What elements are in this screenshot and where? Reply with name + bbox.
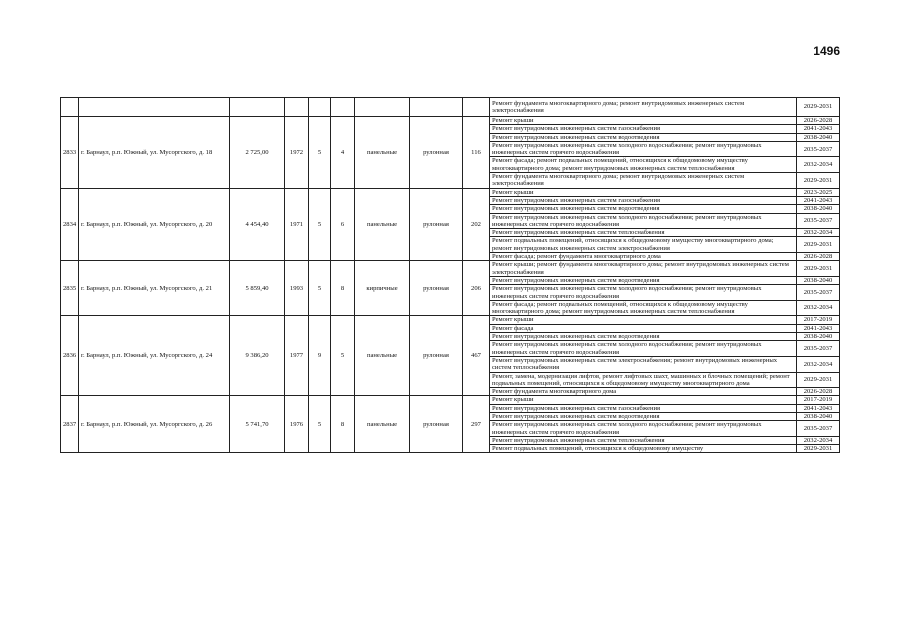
- table-body: [61, 98, 840, 453]
- period-cell: 2038-2040: [797, 276, 840, 284]
- work-cell: Ремонт крыши: [490, 316, 797, 324]
- period-cell: 2041-2043: [797, 196, 840, 204]
- work-cell: Ремонт внутридомовых инженерных систем холодного водоснабжения; ремонт внутридомовых инженерных систем горячего водоснабжения: [490, 141, 797, 157]
- work-cell: Ремонт внутридомовых инженерных систем теплоснабжения: [490, 436, 797, 444]
- period-cell: 2023-2025: [797, 188, 840, 196]
- work-cell: Ремонт, замена, модернизация лифтов, ремонт лифтовых шахт, машинных и блочных помещений; ремонт подвальных помещений, относящихся к общедомовому имуществу многоквартирного дома: [490, 372, 797, 388]
- period-cell: 2032-2034: [797, 356, 840, 372]
- work-cell: Ремонт внутридомовых инженерных систем холодного водоснабжения; ремонт внутридомовых инженерных систем горячего водоснабжения: [490, 421, 797, 437]
- work-cell: Ремонт внутридомовых инженерных систем холодного водоснабжения; ремонт внутридомовых инженерных систем горячего водоснабжения: [490, 285, 797, 301]
- building-wall-material: панельные: [355, 188, 410, 261]
- table-row: [61, 188, 840, 196]
- building-year: 1972: [285, 117, 309, 189]
- building-address: г. Барнаул, р.п. Южный, ул. Мусоргского, д. 20: [79, 188, 230, 261]
- building-residents: 116: [463, 117, 490, 189]
- num-cell: [61, 98, 79, 117]
- period-cell: 2035-2037: [797, 341, 840, 357]
- period-cell: 2032-2034: [797, 436, 840, 444]
- work-cell: Ремонт внутридомовых инженерных систем водоотведения: [490, 133, 797, 141]
- building-area: 5 741,70: [230, 396, 285, 453]
- building-number: 2833: [61, 117, 79, 189]
- floors-cell: [309, 98, 331, 117]
- table-row: [61, 261, 840, 277]
- building-roof-type: рулонная: [410, 316, 463, 396]
- period-cell: 2041-2043: [797, 404, 840, 412]
- period-cell: 2017-2019: [797, 316, 840, 324]
- building-entrances: 8: [331, 261, 355, 316]
- work-cell: Ремонт внутридомовых инженерных систем газоснабжения: [490, 404, 797, 412]
- period-cell: 2038-2040: [797, 412, 840, 420]
- work-cell: Ремонт подвальных помещений, относящихся к общедомовому имуществу: [490, 445, 797, 453]
- building-wall-material: панельные: [355, 316, 410, 396]
- building-roof-type: рулонная: [410, 188, 463, 261]
- building-entrances: 4: [331, 117, 355, 189]
- building-entrances: 5: [331, 316, 355, 396]
- building-floors: 5: [309, 188, 331, 261]
- building-residents: 297: [463, 396, 490, 453]
- period-cell: 2029-2031: [797, 445, 840, 453]
- building-year: 1977: [285, 316, 309, 396]
- period-cell: 2032-2034: [797, 157, 840, 173]
- work-cell: Ремонт внутридомовых инженерных систем электроснабжения; ремонт внутридомовых инженерных систем теплоснабжения: [490, 356, 797, 372]
- period-cell: 2041-2043: [797, 324, 840, 332]
- building-number: 2837: [61, 396, 79, 453]
- building-roof-type: рулонная: [410, 396, 463, 453]
- period-cell: 2029-2031: [797, 261, 840, 277]
- period-cell: 2026-2028: [797, 388, 840, 396]
- table-row: [61, 396, 840, 404]
- building-area: 5 859,40: [230, 261, 285, 316]
- work-cell: Ремонт фасада: [490, 324, 797, 332]
- building-year: 1976: [285, 396, 309, 453]
- period-cell: 2029-2031: [797, 372, 840, 388]
- building-residents: 206: [463, 261, 490, 316]
- building-area: 9 386,20: [230, 316, 285, 396]
- period-cell: 2032-2034: [797, 300, 840, 316]
- period-cell: 2029-2031: [797, 98, 840, 117]
- work-cell: Ремонт внутридомовых инженерных систем водоотведения: [490, 205, 797, 213]
- work-cell: Ремонт крыши; ремонт фундамента многоквартирного дома; ремонт внутридомовых инженерных систем электроснабжения: [490, 261, 797, 277]
- building-address: г. Барнаул, р.п. Южный, ул. Мусоргского, д. 26: [79, 396, 230, 453]
- period-cell: 2032-2034: [797, 229, 840, 237]
- roof-cell: [410, 98, 463, 117]
- building-year: 1971: [285, 188, 309, 261]
- residents-cell: [463, 98, 490, 117]
- building-number: 2836: [61, 316, 79, 396]
- period-cell: 2038-2040: [797, 333, 840, 341]
- work-cell: Ремонт внутридомовых инженерных систем холодного водоснабжения; ремонт внутридомовых инженерных систем горячего водоснабжения: [490, 213, 797, 229]
- building-number: 2834: [61, 188, 79, 261]
- period-cell: 2017-2019: [797, 396, 840, 404]
- building-residents: 202: [463, 188, 490, 261]
- building-number: 2835: [61, 261, 79, 316]
- building-address: г. Барнаул, р.п. Южный, ул. Мусоргского, д. 24: [79, 316, 230, 396]
- building-residents: 467: [463, 316, 490, 396]
- wall-cell: [355, 98, 410, 117]
- work-cell: Ремонт внутридомовых инженерных систем газоснабжения: [490, 196, 797, 204]
- work-cell: Ремонт фундамента многоквартирного дома; ремонт внутридомовых инженерных систем электроснабжения: [490, 98, 797, 117]
- work-cell: Ремонт внутридомовых инженерных систем водоотведения: [490, 333, 797, 341]
- work-cell: Ремонт внутридомовых инженерных систем водоотведения: [490, 276, 797, 284]
- building-wall-material: кирпичные: [355, 261, 410, 316]
- work-cell: Ремонт фундамента многоквартирного дома: [490, 388, 797, 396]
- period-cell: 2029-2031: [797, 173, 840, 189]
- building-address: г. Барнаул, р.п. Южный, ул. Мусоргского, д. 21: [79, 261, 230, 316]
- building-floors: 5: [309, 261, 331, 316]
- work-cell: Ремонт фундамента многоквартирного дома; ремонт внутридомовых инженерных систем электроснабжения: [490, 173, 797, 189]
- period-cell: 2035-2037: [797, 285, 840, 301]
- period-cell: 2026-2028: [797, 253, 840, 261]
- work-cell: Ремонт внутридомовых инженерных систем газоснабжения: [490, 125, 797, 133]
- period-cell: 2026-2028: [797, 117, 840, 125]
- capital-repair-table: [60, 97, 840, 453]
- address-cell: [79, 98, 230, 117]
- period-cell: 2035-2037: [797, 213, 840, 229]
- work-cell: Ремонт крыши: [490, 117, 797, 125]
- work-cell: Ремонт внутридомовых инженерных систем холодного водоснабжения; ремонт внутридомовых инженерных систем горячего водоснабжения: [490, 341, 797, 357]
- building-floors: 5: [309, 396, 331, 453]
- page-number: 1496: [813, 44, 840, 58]
- table-row: [61, 117, 840, 125]
- period-cell: 2035-2037: [797, 421, 840, 437]
- area-cell: [230, 98, 285, 117]
- year-cell: [285, 98, 309, 117]
- building-floors: 9: [309, 316, 331, 396]
- entrances-cell: [331, 98, 355, 117]
- table-row: [61, 98, 840, 117]
- period-cell: 2038-2040: [797, 133, 840, 141]
- period-cell: 2029-2031: [797, 237, 840, 253]
- table-row: [61, 316, 840, 324]
- building-wall-material: панельные: [355, 117, 410, 189]
- period-cell: 2041-2043: [797, 125, 840, 133]
- work-cell: Ремонт внутридомовых инженерных систем теплоснабжения: [490, 229, 797, 237]
- building-entrances: 6: [331, 188, 355, 261]
- building-roof-type: рулонная: [410, 261, 463, 316]
- period-cell: 2035-2037: [797, 141, 840, 157]
- building-roof-type: рулонная: [410, 117, 463, 189]
- period-cell: 2038-2040: [797, 205, 840, 213]
- building-floors: 5: [309, 117, 331, 189]
- building-address: г. Барнаул, р.п. Южный, ул. Мусоргского, д. 18: [79, 117, 230, 189]
- work-cell: Ремонт фасада; ремонт подвальных помещений, относящихся к общедомовому имуществу многоквартирного дома; ремонт внутридомовых инженерных систем теплоснабжения: [490, 300, 797, 316]
- work-cell: Ремонт фасада; ремонт подвальных помещений, относящихся к общедомовому имуществу многоквартирного дома; ремонт внутридомовых инженерных систем теплоснабжения: [490, 157, 797, 173]
- building-entrances: 8: [331, 396, 355, 453]
- work-cell: Ремонт подвальных помещений, относящихся к общедомовому имуществу многоквартирного дома; ремонт внутридомовых инженерных систем электроснабжения: [490, 237, 797, 253]
- work-cell: Ремонт внутридомовых инженерных систем водоотведения: [490, 412, 797, 420]
- work-cell: Ремонт крыши: [490, 396, 797, 404]
- building-area: 4 454,40: [230, 188, 285, 261]
- building-year: 1993: [285, 261, 309, 316]
- work-cell: Ремонт фасада; ремонт фундамента многоквартирного дома: [490, 253, 797, 261]
- building-wall-material: панельные: [355, 396, 410, 453]
- work-cell: Ремонт крыши: [490, 188, 797, 196]
- building-area: 2 725,00: [230, 117, 285, 189]
